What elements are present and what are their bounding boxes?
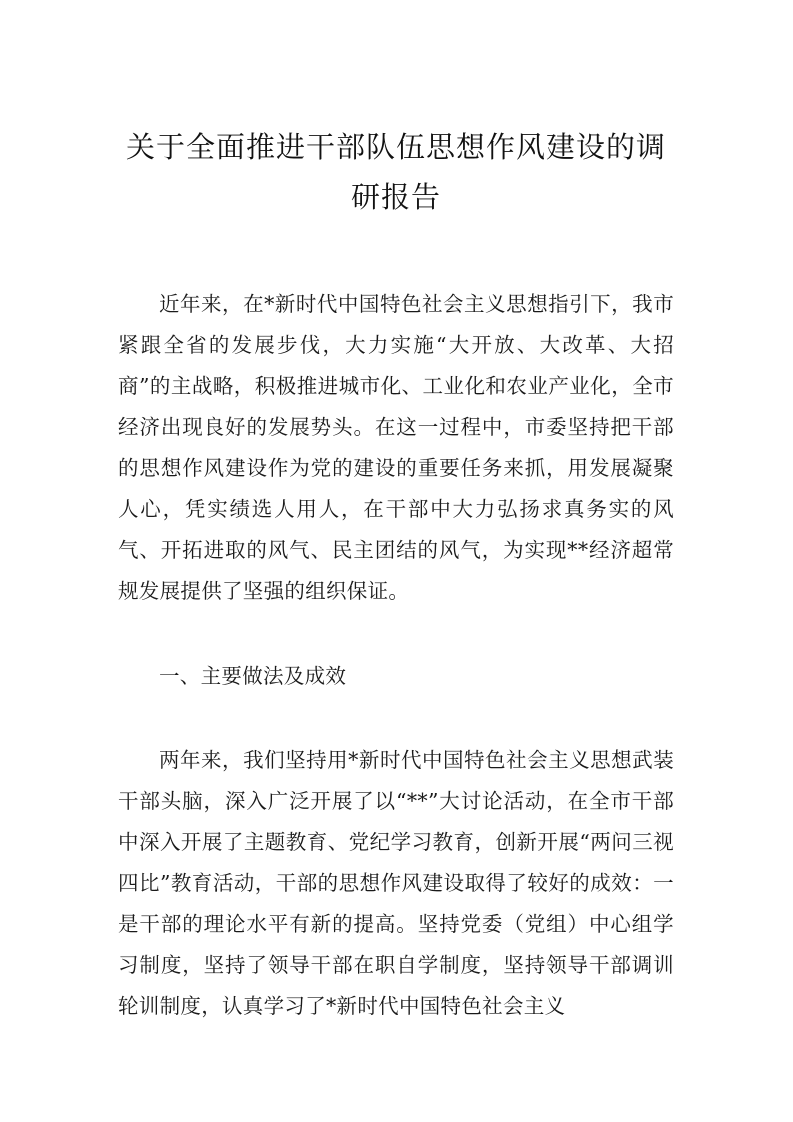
document-title: 关于全面推进干部队伍思想作风建设的调研报告 xyxy=(125,130,666,214)
section-heading: 一、主要做法及成效 xyxy=(159,664,347,688)
section-paragraph: 两年来，我们坚持用*新时代中国特色社会主义思想武装干部头脑，深入广泛开展了以“**”大讨论活动，在全市干部中深入开展了主题教育、党纪学习教育，创新开展“两问三视四比”教育活动，干部的思想作风建设取得了较好的成效：一是干部的理论水平有新的提高。坚持党委（党组）中心组学习制度，坚持了领导干部在职自学制度，坚持领导干部调训轮训制度，认真学习了*新时代中国特色社会主义 xyxy=(118,748,674,1018)
intro-paragraph: 近年来，在*新时代中国特色社会主义思想指引下，我市紧跟全省的发展步伐，大力实施“大开放、大改革、大招商”的主战略，积极推进城市化、工业化和农业产业化，全市经济出现良好的发展势头。在这一过程中，市委坚持把干部的思想作风建设作为党的建设的重要任务来抓，用发展凝聚人心，凭实绩选人用人，在干部中大力弘扬求真务实的风气、开拓进取的风气、民主团结的风气，为实现**经济超常规发展提供了坚强的组织保证。 xyxy=(118,292,674,603)
